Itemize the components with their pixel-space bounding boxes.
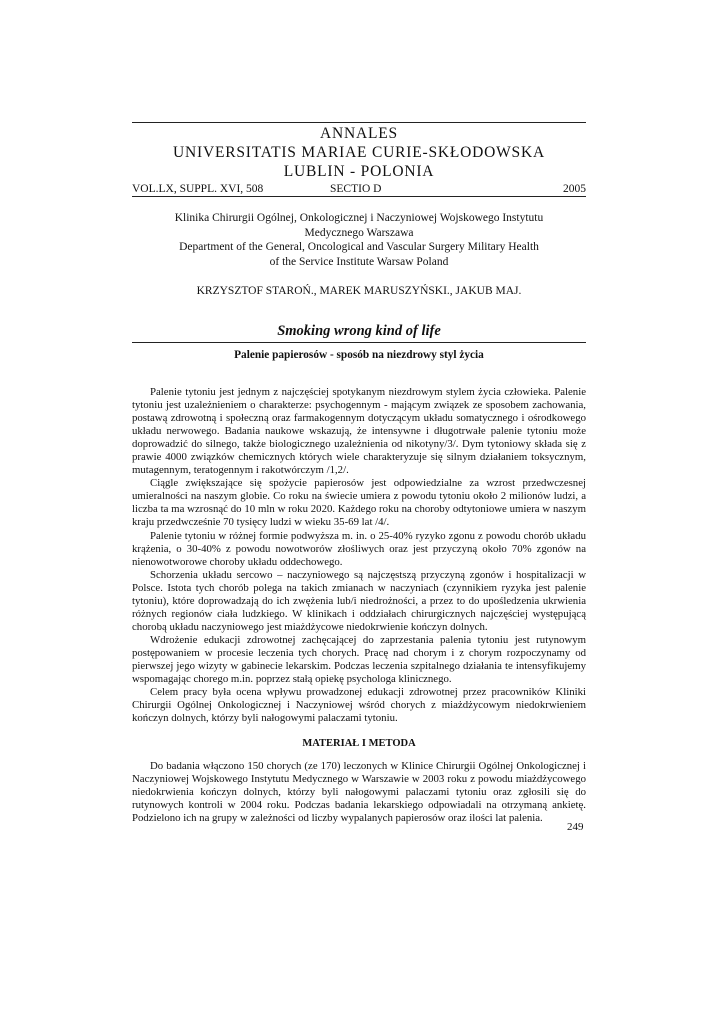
affiliation-pl-line1: Klinika Chirurgii Ogólnej, Onkologicznej i Naczyniowej Wojskowego Instytutu (174, 212, 544, 224)
page-number: 249 (567, 821, 584, 833)
body-paragraph: Wdrożenie edukacji zdrowotnej zachęcającej do zaprzestania palenia tytoniu jest rutynowym postępowaniem w procesie leczenia tych chorych. Pracę nad chorym i z chorym rozpoczynamy od pierwszej jego wizyty w gabinecie lekarskim. Podczas leczenia szpitalnego działania te intensyfikujemy wspomagając chorego m.in. poprzez stałą opiekę psychologa klinicznego. (132, 633, 586, 686)
sectio-info: SECTIO D (330, 183, 382, 195)
journal-page (132, 122, 586, 825)
article-title-pl: Palenie papierosów - sposób na niezdrowy styl życia (234, 349, 484, 361)
affiliation-block (132, 211, 586, 269)
header-bottom-rule (132, 196, 586, 197)
volume-info: VOL.LX, SUPPL. XVI, 508 (132, 183, 264, 195)
methods-paragraph: Do badania włączono 150 chorych (ze 170) leczonych w Klinice Chirurgii Ogólnej Onkologicznej i Naczyniowej Wojskowego Instytutu Medycznego w Warszawie w 2003 roku z powodu miażdżycowego niedokrwienia kończyn dolnych, którzy byli nałogowymi palaczami tytoniu oraz zgłosili się do rutynowych kontroli w 2004 roku. Podczas badania lekarskiego odpowiadali na otrzymaną ankietę. Podzielono ich na grupy w zależności od liczby wypalanych papierosów oraz ilości lat palenia. (132, 760, 586, 825)
body-paragraph: Ciągle zwiększające się spożycie papierosów jest odpowiedzialne za wzrost przedwczesnej umieralności na naszym globie. Co roku na świecie umiera z powodu tytoniu około 2 milionów ludzi, a liczba ta ma wzrosnąć do 10 mln w roku 2020. Każdego roku na choroby odtytoniowe umiera w naszym kraju przedwcześnie 70 tysięcy ludzi w wieku 35-69 lat /4/. (132, 477, 586, 529)
publication-year: 2005 (563, 183, 586, 195)
body-paragraph: Schorzenia układu sercowo – naczyniowego są najczęstszą przyczyną zgonów i hospitalizacji w Polsce. Istota tych chorób polega na takich zmianach w naczyniach (czynnikiem ryzyka jest palenie tytoniu), które doprowadzają do ich zwężenia lub/i niedrożności, a przez to do upośledzenia ukrwienia różnych regionów ciała ludzkiego. W klinikach i oddziałach chirurgicznych najczęściej występującą chorobą układu naczyniowego jest miażdżycowe niedokrwienie kończyn dolnych. (132, 568, 586, 633)
journal-meta-row (132, 182, 586, 196)
body-paragraph: Palenie tytoniu w różnej formie podwyższa m. in. o 25-40% ryzyko zgonu z powodu chorób układu krążenia, o 30-40% z powodu nowotworów złośliwych oraz jest przyczyną około 70% zgonów na nienowotworowe choroby układu oddechowego. (132, 529, 586, 568)
title-rule (132, 342, 586, 343)
journal-name-city: LUBLIN - POLONIA (283, 163, 435, 180)
body-paragraph: Celem pracy była ocena wpływu prowadzonej edukacji zdrowotnej przez pracowników Kliniki Chirurgii Ogólnej Onkologicznej i Naczyniowej wśród chorych z miażdżycowym niedokrwieniem kończyn dolnych, którzy byli nałogowymi palaczami tytoniu. (132, 686, 586, 725)
affiliation-pl-line2: Medycznego Warszawa (304, 226, 414, 239)
author-list: KRZYSZTOF STAROŃ., MAREK MARUSZYŃSKI., JAKUB MAJ. (196, 285, 522, 297)
section-heading-methods: MATERIAŁ I METODA (302, 738, 416, 750)
article-title-en: Smoking wrong kind of life (277, 323, 441, 339)
affiliation-en-line2: of the Service Institute Warsaw Poland (269, 255, 449, 268)
journal-name-university: UNIVERSITATIS MARIAE CURIE-SKŁODOWSKA (173, 144, 545, 161)
body-paragraph: Palenie tytoniu jest jednym z najczęściej spotykanym niezdrowym stylem życia człowieka. Palenie tytoniu jest uzależnieniem o charakterze: psychogennym - mającym związek ze sposobem zachowania, postawą zdrowotną i społeczną oraz farmakogennym dotyczącym układu somatycznego i ośrodkowego układu nerwowego. Badania naukowe wskazują, że intensywne i długotrwałe palenie tytoniu może doprowadzić do silnego, także biologicznego uzależnienia od nikotyny/3/. Dym tytoniowy składa się z prawie 4000 związków chemicznych których wiele charakteryzuje się silnym działaniem toksycznym, mutagennym, teratogennym i rakotwórczym /1,2/. (132, 386, 586, 477)
header-top-rule (132, 122, 586, 123)
journal-name-annales: ANNALES (320, 125, 398, 142)
article-body (132, 386, 586, 825)
affiliation-en-line1: Department of the General, Oncological and Vascular Surgery Military Health (179, 241, 539, 253)
